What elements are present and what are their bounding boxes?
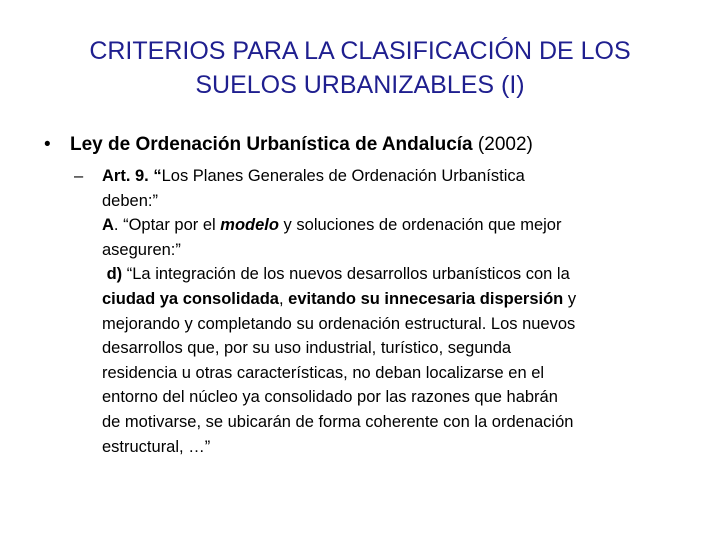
article-line-2: deben:” (102, 191, 158, 210)
article-label: Art. 9. “ (102, 167, 162, 185)
article-text: Los Planes Generales de Ordenación Urbanística (161, 167, 525, 185)
bullet-law (44, 132, 684, 158)
clause-d-line-6: entorno del núcleo ya consolidado por las razones que habrán (102, 388, 558, 407)
clause-d-line-7: de motivarse, se ubicarán de forma coherente con la ordenación (102, 412, 574, 431)
clause-d-comma: , (278, 289, 289, 308)
title-line-2: SUELOS URBANIZABLES (I) (195, 71, 525, 99)
clause-d-text-1: “La integración de los nuevos desarrollos urbanísticos con la (122, 265, 570, 284)
clause-d-line-4: desarrollos que, por su uso industrial, turístico, segunda (102, 339, 512, 358)
clause-a-line-2: aseguren:” (102, 240, 181, 259)
clause-a-label: A (102, 216, 114, 235)
clause-d-line-5: residencia u otras características, no deban localizarse en el (102, 363, 545, 382)
clause-d-line-8: estructural, …” (102, 437, 211, 456)
clause-d-y: y (563, 289, 577, 308)
clause-d-line-3: mejorando y completando su ordenación estructural. Los nuevos (102, 314, 576, 333)
clause-a-text-1: . “Optar por el (113, 216, 221, 235)
slide-title (40, 34, 680, 102)
title-line-1: CRITERIOS PARA LA CLASIFICACIÓN DE LOS (89, 37, 631, 65)
clause-d-bold-2: evitando su innecesaria dispersión (288, 289, 564, 308)
sub-bullet-article (74, 164, 682, 459)
law-name: Ley de Ordenación Urbanística de Andalucía (70, 134, 473, 155)
clause-a-modelo: modelo (220, 216, 279, 235)
clause-d-bold-1: ciudad ya consolidada (102, 289, 279, 308)
clause-d-label: d) (106, 265, 123, 284)
clause-a-text-2: y soluciones de ordenación que mejor (278, 216, 562, 235)
law-year: (2002) (472, 134, 533, 155)
bullet-marker: • (44, 134, 51, 155)
clause-a-line-1 (102, 213, 682, 238)
article-line-1 (102, 164, 682, 189)
clause-d-line-1 (102, 262, 682, 287)
dash-marker: – (74, 167, 84, 185)
clause-d-line-2 (102, 287, 682, 312)
